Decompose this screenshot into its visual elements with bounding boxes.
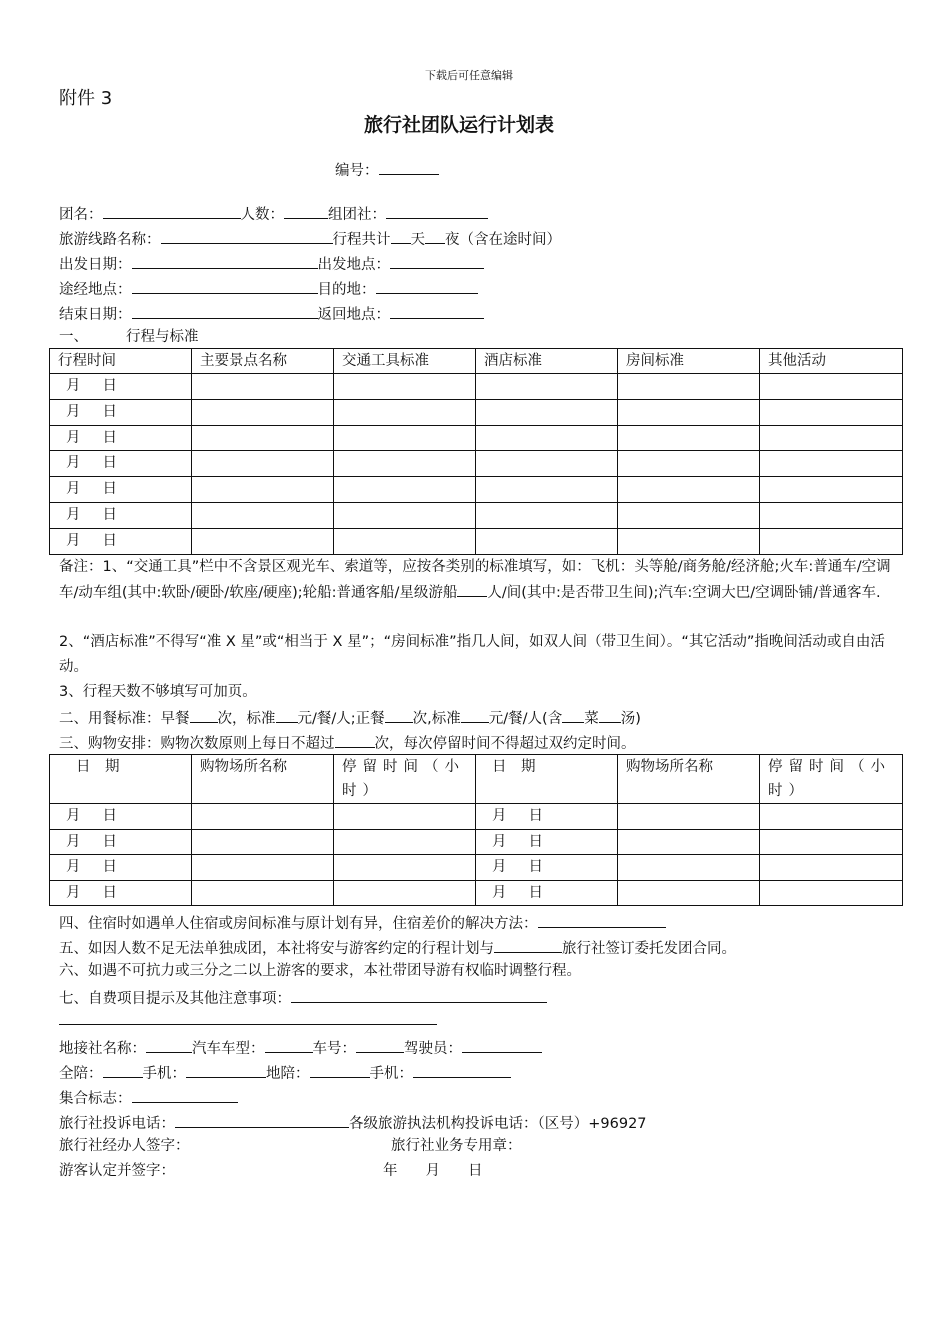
remark-1a: 备注：1、“交通工具”栏中不含景区观光车、索道等，应按各类别的标准填写，如：飞机：头等舱/商务舱/经济舱;火车:普通车/空调车/动车组(其中:软卧/硬卧/软座/硬座);轮船:普通客船/星级游船 <box>59 559 891 601</box>
organizer-field[interactable] <box>386 202 488 219</box>
destination-field[interactable] <box>376 277 478 294</box>
header-cell: 停留时间（小时） <box>334 755 476 804</box>
car-type-field[interactable] <box>265 1036 313 1053</box>
remark-2: 2、“酒店标准”不得写“准 X 星”或“相当于 X 星”；“房间标准”指几人间，如双人间（带卫生间）。“其它活动”指晚间活动或自由活动。 <box>59 634 885 675</box>
itinerary-table <box>49 348 903 555</box>
night-label: 夜（含在途时间） <box>445 232 561 248</box>
depart-line <box>59 252 484 275</box>
table-cell[interactable] <box>618 477 760 503</box>
day-label: 日 <box>102 378 117 394</box>
escort-line <box>59 1061 511 1084</box>
table-cell[interactable] <box>760 399 903 425</box>
table-row <box>50 451 903 477</box>
route-line <box>59 227 561 250</box>
item-6: 六、如遇不可抗力或三分之二以上游客的要求，本社带团导游有权临时调整行程。 <box>59 963 581 979</box>
shopping-line <box>59 731 636 754</box>
day-label: 日 <box>102 833 117 850</box>
remark-3: 3、行程天数不够填写可加页。 <box>59 684 257 700</box>
depart-place-label: 出发地点： <box>317 257 390 273</box>
date-cell[interactable] <box>50 374 192 400</box>
team-name-label: 团名： <box>59 207 103 223</box>
table-cell[interactable] <box>618 880 760 906</box>
day-label: 日 <box>528 884 543 901</box>
table-cell[interactable] <box>760 374 903 400</box>
date-cell[interactable] <box>50 829 192 855</box>
month-label: 月 <box>66 808 81 824</box>
escort-phone-field[interactable] <box>186 1061 266 1078</box>
table-cell[interactable] <box>476 477 618 503</box>
agent-sign-label: 旅行社经办人签字： <box>59 1138 190 1154</box>
meeting-sign-field[interactable] <box>132 1086 238 1103</box>
date-cell[interactable] <box>50 880 192 906</box>
breakfast-times[interactable] <box>190 706 218 723</box>
end-date-field[interactable] <box>132 302 318 319</box>
serial-blank[interactable] <box>379 158 439 175</box>
table-cell[interactable] <box>334 477 476 503</box>
end-date-label: 结束日期： <box>59 307 132 323</box>
date-cell[interactable] <box>50 502 192 528</box>
item-4-field[interactable] <box>538 911 666 928</box>
table-cell[interactable] <box>618 399 760 425</box>
people-field[interactable] <box>284 202 328 219</box>
organizer-label: 组团社： <box>328 207 386 223</box>
item-4-text: 四、住宿时如遇单人住宿或房间标准与原计划有异，住宿差价的解决方法： <box>59 916 538 932</box>
return-place-field[interactable] <box>390 302 484 319</box>
header-cell: 行程时间 <box>50 349 192 374</box>
day-label: 日 <box>528 833 543 850</box>
day-label: 日 <box>102 808 117 824</box>
item-4 <box>59 911 666 934</box>
table-cell[interactable] <box>618 855 760 881</box>
shopping-rest: 次，每次停留时间不得超过双约定时间。 <box>374 736 636 752</box>
end-line <box>59 302 484 325</box>
table-cell[interactable] <box>334 880 476 906</box>
meals-line <box>59 706 641 729</box>
day-label: 日 <box>102 455 117 472</box>
date-cell[interactable] <box>476 804 618 830</box>
plate-field[interactable] <box>356 1036 404 1053</box>
table-cell[interactable] <box>334 804 476 830</box>
header-cell: 日 期 <box>50 755 192 804</box>
attachment-label: 附件 3 <box>59 88 113 109</box>
meals-per-label: 元/餐/人;正餐 <box>297 711 385 727</box>
table-cell[interactable] <box>334 855 476 881</box>
depart-date-label: 出发日期： <box>59 257 132 273</box>
day-label: 日 <box>102 429 117 446</box>
people-label: 人数： <box>240 207 284 223</box>
local-guide-field[interactable] <box>310 1061 370 1078</box>
dish-count[interactable] <box>562 706 584 723</box>
table-cell[interactable] <box>334 451 476 477</box>
remark-1b: 人/间(其中:是否带卫生间);汽车:空调大巴/空调卧铺/普通客车. <box>487 584 881 601</box>
itinerary-header-row <box>50 349 903 374</box>
escort-label: 全陪： <box>59 1066 103 1082</box>
route-label: 旅游线路名称： <box>59 232 161 248</box>
table-row <box>50 880 903 906</box>
dish-label: 菜 <box>584 711 599 727</box>
table-cell[interactable] <box>760 804 903 830</box>
date-cell[interactable] <box>476 855 618 881</box>
table-row <box>50 528 903 554</box>
date-day: 日 <box>468 1163 483 1179</box>
soup-label: 汤) <box>620 711 641 727</box>
day-label: 日 <box>102 481 117 498</box>
table-cell[interactable] <box>618 425 760 451</box>
table-cell[interactable] <box>760 425 903 451</box>
date-cell[interactable] <box>476 880 618 906</box>
table-cell[interactable] <box>476 502 618 528</box>
header-cell: 购物场所名称 <box>618 755 760 804</box>
header-cell: 购物场所名称 <box>192 755 334 804</box>
month-label: 月 <box>492 833 507 850</box>
table-cell[interactable] <box>334 425 476 451</box>
complaint-phone-label: 旅行社投诉电话： <box>59 1116 175 1132</box>
table-cell[interactable] <box>476 528 618 554</box>
tourist-sign-label: 游客认定并签字： <box>59 1163 175 1179</box>
table-cell[interactable] <box>192 374 334 400</box>
day-label: 日 <box>102 403 117 420</box>
header-cell: 其他活动 <box>760 349 903 374</box>
remark-1 <box>59 555 894 605</box>
via-field[interactable] <box>132 277 318 294</box>
item-7 <box>59 986 547 1009</box>
nights-field[interactable] <box>425 227 445 244</box>
month-label: 月 <box>66 532 81 549</box>
table-cell[interactable] <box>760 477 903 503</box>
header-cell: 交通工具标准 <box>334 349 476 374</box>
team-line <box>59 202 488 225</box>
section1-heading <box>59 327 199 347</box>
table-cell[interactable] <box>334 502 476 528</box>
item-5a-text: 五、如因人数不足无法单独成团，本社将安与游客约定的行程计划与 <box>59 941 494 957</box>
shopping-label: 三、购物安排：购物次数原则上每日不超过 <box>59 736 335 752</box>
depart-place-field[interactable] <box>390 252 484 269</box>
guide-phone-field[interactable] <box>413 1061 511 1078</box>
table-cell[interactable] <box>192 451 334 477</box>
month-label: 月 <box>66 403 81 420</box>
car-type-label: 汽车车型： <box>192 1041 265 1057</box>
month-label: 月 <box>66 455 81 472</box>
item-7-field[interactable] <box>291 986 547 1003</box>
guide-phone-label: 手机： <box>369 1066 413 1082</box>
table-cell[interactable] <box>760 880 903 906</box>
table-cell[interactable] <box>334 374 476 400</box>
plate-label: 车号： <box>312 1041 356 1057</box>
day-label: 日 <box>102 859 117 875</box>
route-field[interactable] <box>161 227 333 244</box>
header-cell: 酒店标准 <box>476 349 618 374</box>
driver-field[interactable] <box>462 1036 542 1053</box>
meals-label: 二、用餐标准：早餐 <box>59 711 190 727</box>
table-cell[interactable] <box>476 451 618 477</box>
table-cell[interactable] <box>192 399 334 425</box>
table-cell[interactable] <box>618 451 760 477</box>
complaint-phone-field[interactable] <box>175 1111 349 1128</box>
header-cell: 房间标准 <box>618 349 760 374</box>
table-cell[interactable] <box>760 855 903 881</box>
day-label: 日 <box>102 532 117 549</box>
meal-times[interactable] <box>385 706 413 723</box>
destination-label: 目的地： <box>317 282 376 298</box>
table-cell[interactable] <box>476 399 618 425</box>
meals-per2-label: 元/餐/人(含 <box>488 711 563 727</box>
table-cell[interactable] <box>192 502 334 528</box>
shopping-header-row <box>50 755 903 804</box>
table-row <box>50 374 903 400</box>
table-cell[interactable] <box>192 425 334 451</box>
via-label: 途经地点： <box>59 282 132 298</box>
header-cell: 主要景点名称 <box>192 349 334 374</box>
date-cell[interactable] <box>50 855 192 881</box>
item-7-field-line2[interactable] <box>59 1008 437 1025</box>
team-name-field[interactable] <box>103 202 241 219</box>
table-cell[interactable] <box>192 804 334 830</box>
breakfast-std[interactable] <box>276 706 298 723</box>
depart-date-field[interactable] <box>132 252 318 269</box>
table-row <box>50 399 903 425</box>
table-cell[interactable] <box>192 477 334 503</box>
date-cell[interactable] <box>50 399 192 425</box>
header-cell: 日 期 <box>476 755 618 804</box>
table-row <box>50 425 903 451</box>
table-cell[interactable] <box>334 829 476 855</box>
local-guide-label: 地陪： <box>266 1066 310 1082</box>
via-line <box>59 277 478 300</box>
serial-label: 编号： <box>335 163 379 179</box>
table-cell[interactable] <box>618 528 760 554</box>
day-label: 天 <box>410 232 425 248</box>
meeting-sign-label: 集合标志： <box>59 1091 132 1107</box>
date-month: 月 <box>425 1163 440 1179</box>
agency-seal-label: 旅行社业务专用章： <box>391 1138 522 1154</box>
date-cell[interactable] <box>476 829 618 855</box>
date-cell[interactable] <box>50 451 192 477</box>
table-cell[interactable] <box>618 804 760 830</box>
table-cell[interactable] <box>192 528 334 554</box>
table-cell[interactable] <box>192 829 334 855</box>
month-label: 月 <box>492 808 507 824</box>
month-label: 月 <box>66 378 81 394</box>
item-5 <box>59 936 736 959</box>
month-label: 月 <box>492 859 507 875</box>
table-cell[interactable] <box>192 855 334 881</box>
table-cell[interactable] <box>476 374 618 400</box>
escort-field[interactable] <box>103 1061 143 1078</box>
table-cell[interactable] <box>334 528 476 554</box>
day-label: 日 <box>528 859 543 875</box>
table-cell[interactable] <box>760 502 903 528</box>
item-7-text: 七、自费项目提示及其他注意事项： <box>59 991 291 1007</box>
table-cell[interactable] <box>618 502 760 528</box>
meal-std[interactable] <box>461 706 489 723</box>
table-row <box>50 502 903 528</box>
meeting-sign-line <box>59 1086 238 1109</box>
meals-times2-label: 次,标准 <box>412 711 461 727</box>
section1-title: 行程与标准 <box>126 329 199 345</box>
sign-date <box>383 1161 483 1181</box>
cruise-blank[interactable] <box>457 580 487 597</box>
table-cell[interactable] <box>760 451 903 477</box>
trip-total-label: 行程共计 <box>332 232 391 248</box>
serial-number <box>335 158 439 181</box>
table-cell[interactable] <box>760 528 903 554</box>
header-note: 下载后可任意编辑 <box>425 69 513 82</box>
item-5b-text: 旅行社签订委托发团合同。 <box>562 941 736 957</box>
table-row <box>50 829 903 855</box>
month-label: 月 <box>66 506 81 523</box>
return-place-label: 返回地点： <box>317 307 390 323</box>
shopping-table <box>49 754 903 906</box>
complaint-line <box>59 1111 647 1134</box>
local-agency-field[interactable] <box>146 1036 192 1053</box>
date-cell[interactable] <box>50 804 192 830</box>
header-cell: 停留时间（小时） <box>760 755 903 804</box>
table-row <box>50 477 903 503</box>
day-label: 日 <box>102 506 117 523</box>
local-agency-label: 地接社名称： <box>59 1041 146 1057</box>
month-label: 月 <box>66 859 81 875</box>
day-label: 日 <box>528 808 543 824</box>
table-row <box>50 804 903 830</box>
date-cell[interactable] <box>50 528 192 554</box>
section1-num: 一、 <box>59 329 88 345</box>
item-5-field[interactable] <box>494 936 562 953</box>
table-row <box>50 855 903 881</box>
table-cell[interactable] <box>760 829 903 855</box>
date-cell[interactable] <box>50 425 192 451</box>
month-label: 月 <box>66 833 81 850</box>
driver-label: 驾驶员： <box>404 1041 462 1057</box>
month-label: 月 <box>66 481 81 498</box>
table-cell[interactable] <box>618 374 760 400</box>
escort-phone-label: 手机： <box>142 1066 186 1082</box>
days-field[interactable] <box>391 227 411 244</box>
day-label: 日 <box>102 884 117 901</box>
meals-times-label: 次，标准 <box>217 711 276 727</box>
date-cell[interactable] <box>50 477 192 503</box>
page-title: 旅行社团队运行计划表 <box>364 114 555 136</box>
shopping-times[interactable] <box>335 731 375 748</box>
month-label: 月 <box>66 884 81 901</box>
soup-count[interactable] <box>599 706 621 723</box>
table-cell[interactable] <box>334 399 476 425</box>
month-label: 月 <box>492 884 507 901</box>
month-label: 月 <box>66 429 81 446</box>
table-cell[interactable] <box>476 425 618 451</box>
table-cell[interactable] <box>618 829 760 855</box>
local-agency-line <box>59 1036 542 1059</box>
gov-complaint-text: 各级旅游执法机构投诉电话：（区号）+96927 <box>349 1116 647 1132</box>
date-year: 年 <box>383 1163 398 1179</box>
table-cell[interactable] <box>192 880 334 906</box>
